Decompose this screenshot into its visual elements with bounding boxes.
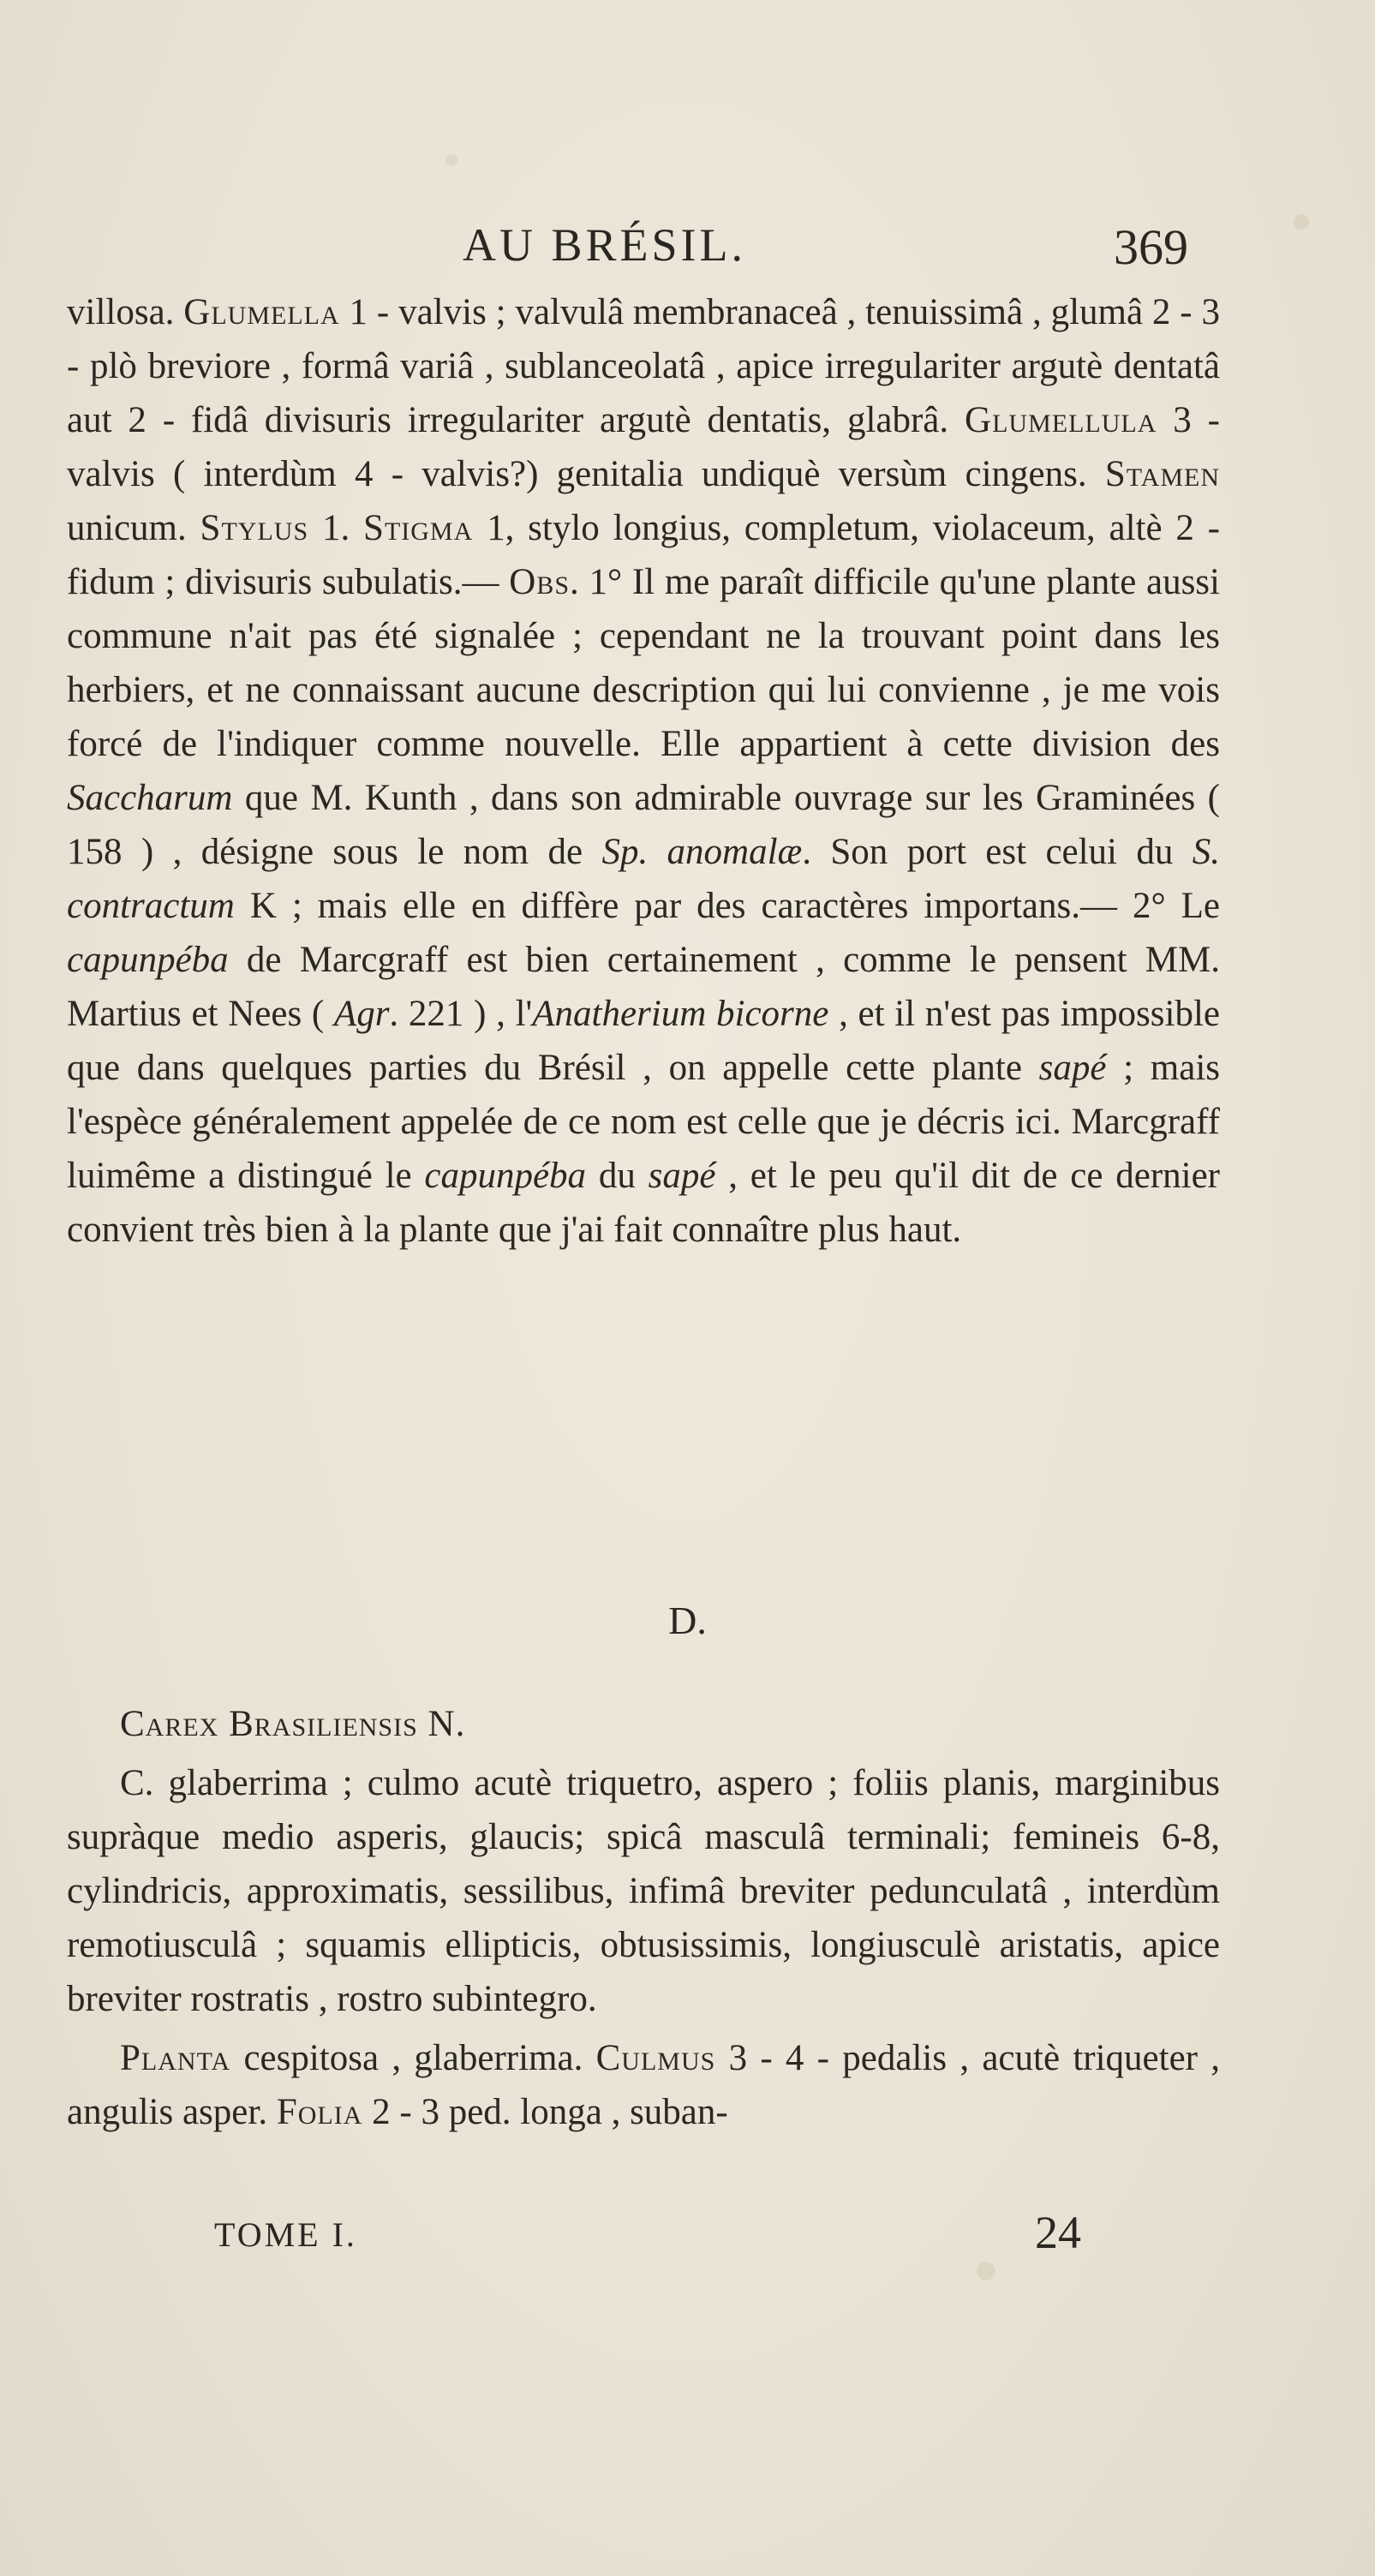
italic-term: Saccharum	[67, 778, 233, 818]
small-caps-term: Obs	[509, 562, 570, 602]
paragraph-text	[67, 285, 1220, 1257]
running-head: AU BRÉSIL.	[463, 219, 747, 271]
text-run: unicum.	[67, 508, 200, 548]
foxing-spot	[445, 154, 457, 166]
gathering-mark: 24	[1035, 2207, 1081, 2258]
text-run: . 221 ) , l'	[389, 994, 533, 1034]
diagnosis-paragraph: C. glaberrima ; culmo acutè triquetro, aspero ; foliis planis, marginibus supràque medio asperis, glaucis; spicâ masculâ terminali; femineis 6-8, cylindricis, approximatis, sessilibus, infimâ breviter pedunculatâ , interdùm remotiusculâ ; squamis ellipticis, obtusissimis, longiusculè aristatis, apice breviter rostratis , rostro subintegro.	[67, 1763, 1220, 2019]
text-run: ; mais l'espèce généralement appelée de ce nom est celle que je décris ici. Marcgraff luimême a distingué le	[67, 1048, 1220, 1196]
small-caps-term: Glumella	[183, 292, 340, 332]
text-run: , et il n'est pas impossible que dans quelques parties du Brésil , on appelle cette plante	[67, 994, 1221, 1088]
italic-term: S. contractum	[67, 832, 1220, 926]
small-caps-term: Stylus	[200, 508, 309, 548]
italic-term: sapé	[1038, 1048, 1107, 1088]
text-run: 1.	[308, 508, 364, 548]
page-number: 369	[1114, 219, 1188, 275]
italic-term: Anatherium bicorne	[532, 994, 829, 1034]
text-run: 1, stylo longius, completum, violaceum, altè 2 - fidum ; divisuris subulatis.—	[67, 508, 1220, 602]
text-run: que M. Kunth , dans son admirable ouvrage sur les Graminées ( 158 ) , désigne sous le nom de	[67, 778, 1220, 872]
text-run: 1 - valvis ; valvulâ membranaceâ , tenuissimâ , glumâ 2 - 3 - plò breviore , formâ variâ , sublanceolatâ , apice irregulariter argutè dentatâ aut 2 - fidâ divisuris irregulariter argutè dentatis, glabrâ.	[67, 292, 1220, 440]
text-run: villosa.	[67, 292, 184, 332]
italic-term: sapé	[648, 1156, 716, 1196]
small-caps-term: Planta	[120, 2038, 231, 2078]
small-caps-term: Glumellula	[965, 400, 1157, 440]
text-run: . 1° Il me paraît difficile qu'une plante aussi commune n'ait pas été signalée ; cependant ne la trouvant point dans les herbiers, et ne connaissant aucune description qui lui convienne , je me vois forcé de l'indiquer comme nouvelle. Elle appartient à cette division des	[67, 562, 1220, 764]
species-entry	[67, 1756, 1220, 2139]
text-run: . Son port est celui du	[802, 832, 1193, 872]
description-paragraph	[67, 2031, 1220, 2139]
continuation-paragraph	[67, 285, 1220, 1257]
text-run: K ; mais elle en diffère par des caractères importans.— 2° Le	[234, 886, 1220, 926]
section-letter: D.	[668, 1599, 707, 1642]
italic-term: capunpéba	[424, 1156, 587, 1196]
small-caps-term: Stigma	[363, 508, 474, 548]
volume-signature: TOME I.	[214, 2215, 357, 2254]
italic-term: capunpéba	[67, 940, 229, 980]
text-run: 3 - valvis ( interdùm 4 - valvis?) genitalia undiquè versùm cingens.	[67, 400, 1220, 494]
text-run: de Marcgraff est bien certainement , comme le pensent MM. Martius et Nees (	[67, 940, 1220, 1034]
small-caps-term: Stamen	[1104, 454, 1220, 494]
small-caps-term: Folia	[276, 2092, 363, 2132]
text-run: 2 - 3 ped. longa , suban-	[362, 2092, 728, 2132]
text-run: , et le peu qu'il dit de ce dernier convient très bien à la plante que j'ai fait connaître plus haut.	[67, 1156, 1220, 1250]
text-run: cespitosa , glaberrima.	[230, 2038, 596, 2078]
text-run: du	[586, 1156, 649, 1196]
species-title: Carex Brasiliensis N.	[120, 1704, 466, 1744]
page-header	[0, 218, 1375, 278]
italic-term: Agr	[333, 994, 390, 1034]
small-caps-term: Culmus	[595, 2038, 716, 2078]
text-run: 3 - 4 - pedalis , acutè triqueter , angulis asper.	[67, 2038, 1220, 2132]
page-footer	[0, 2206, 1375, 2266]
italic-term: Sp. anomalæ	[601, 832, 803, 872]
